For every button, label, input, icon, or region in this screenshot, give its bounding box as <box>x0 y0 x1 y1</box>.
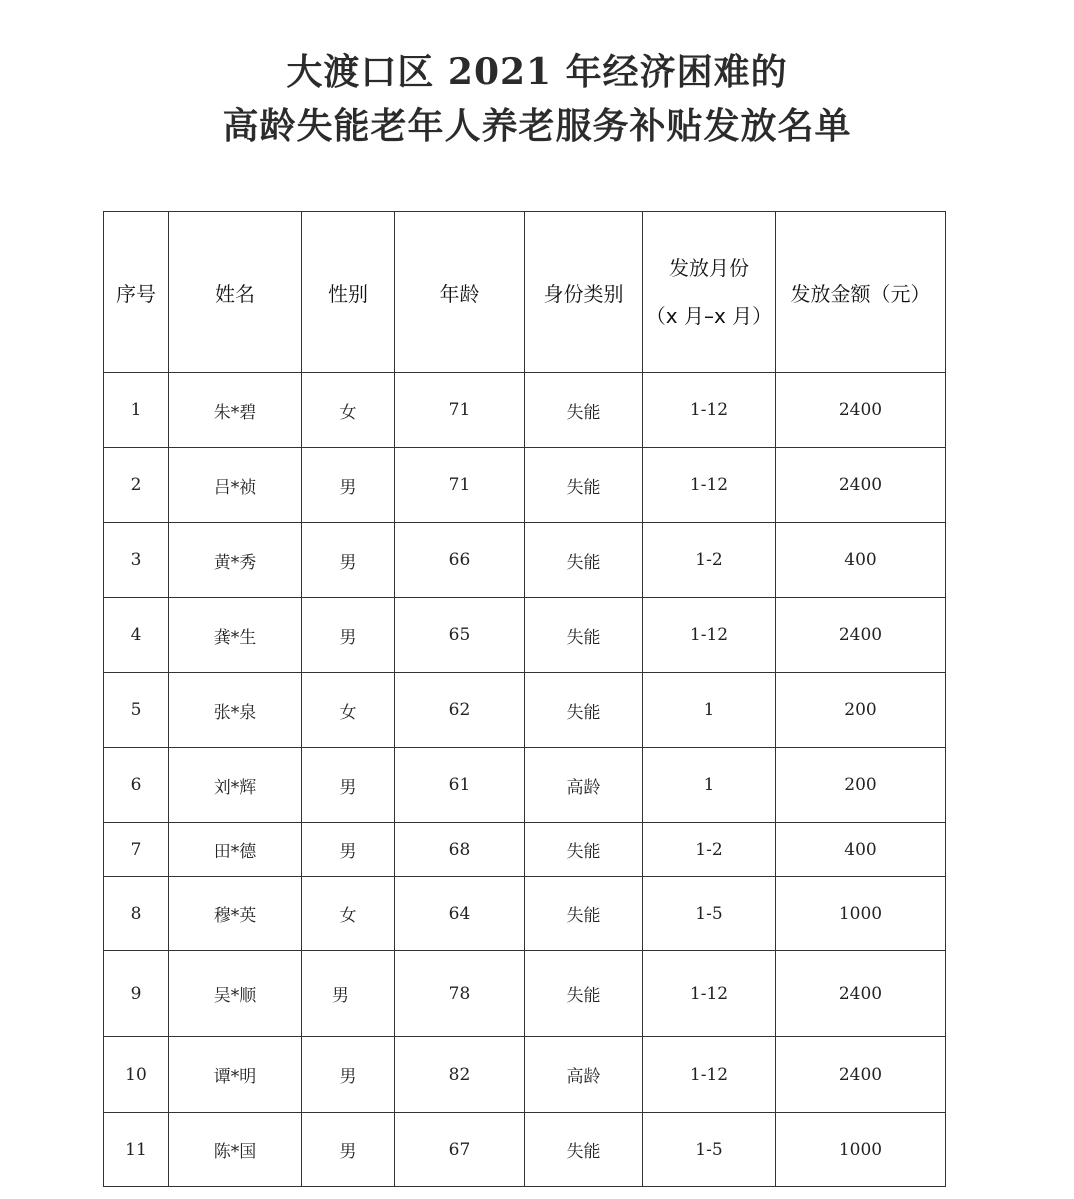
cell-index: 7 <box>104 823 169 877</box>
table-row <box>104 951 946 1037</box>
cell-name: 张*泉 <box>169 673 302 748</box>
cell-age: 64 <box>395 877 525 951</box>
header-months <box>643 212 776 373</box>
cell-gender: 男 <box>302 951 395 1037</box>
cell-index: 8 <box>104 877 169 951</box>
cell-months: 1-5 <box>643 1113 776 1187</box>
cell-name: 谭*明 <box>169 1037 302 1113</box>
cell-gender: 男 <box>302 523 395 598</box>
cell-amount: 400 <box>776 523 946 598</box>
cell-index: 2 <box>104 448 169 523</box>
table-header-row <box>104 212 946 373</box>
cell-category: 高龄 <box>525 1037 643 1113</box>
header-amount: 发放金额（元） <box>776 212 946 373</box>
header-name: 姓名 <box>169 212 302 373</box>
cell-age: 82 <box>395 1037 525 1113</box>
cell-age: 71 <box>395 373 525 448</box>
cell-name: 朱*碧 <box>169 373 302 448</box>
cell-name: 穆*英 <box>169 877 302 951</box>
cell-name: 黄*秀 <box>169 523 302 598</box>
cell-name: 吴*顺 <box>169 951 302 1037</box>
cell-category: 失能 <box>525 1113 643 1187</box>
cell-months: 1-2 <box>643 823 776 877</box>
table-row <box>104 523 946 598</box>
table-row <box>104 823 946 877</box>
cell-gender: 男 <box>302 1113 395 1187</box>
table-row <box>104 1113 946 1187</box>
cell-gender: 男 <box>302 598 395 673</box>
header-category: 身份类别 <box>525 212 643 373</box>
cell-months: 1-5 <box>643 877 776 951</box>
cell-months: 1-12 <box>643 951 776 1037</box>
cell-age: 67 <box>395 1113 525 1187</box>
table-row <box>104 673 946 748</box>
header-gender: 性别 <box>302 212 395 373</box>
cell-months: 1-12 <box>643 448 776 523</box>
header-months-line-2: （x 月–x 月） <box>645 304 773 328</box>
cell-amount: 2400 <box>776 951 946 1037</box>
document-title-line-2: 高龄失能老年人养老服务补贴发放名单 <box>222 105 852 147</box>
cell-amount: 400 <box>776 823 946 877</box>
cell-months: 1-12 <box>643 598 776 673</box>
cell-age: 68 <box>395 823 525 877</box>
cell-amount: 200 <box>776 673 946 748</box>
table-row <box>104 1037 946 1113</box>
cell-amount: 1000 <box>776 877 946 951</box>
cell-amount: 2400 <box>776 1037 946 1113</box>
subsidy-table <box>103 211 946 1187</box>
table-row <box>104 877 946 951</box>
cell-age: 62 <box>395 673 525 748</box>
cell-gender: 男 <box>302 823 395 877</box>
header-age: 年龄 <box>395 212 525 373</box>
cell-gender: 男 <box>302 448 395 523</box>
cell-months: 1-12 <box>643 1037 776 1113</box>
cell-amount: 200 <box>776 748 946 823</box>
cell-category: 失能 <box>525 373 643 448</box>
cell-months: 1-2 <box>643 523 776 598</box>
cell-category: 失能 <box>525 951 643 1037</box>
cell-gender: 男 <box>302 1037 395 1113</box>
cell-months: 1 <box>643 673 776 748</box>
cell-name: 刘*辉 <box>169 748 302 823</box>
cell-amount: 1000 <box>776 1113 946 1187</box>
cell-category: 失能 <box>525 523 643 598</box>
cell-category: 高龄 <box>525 748 643 823</box>
cell-index: 4 <box>104 598 169 673</box>
cell-age: 61 <box>395 748 525 823</box>
cell-gender: 男 <box>302 748 395 823</box>
cell-index: 5 <box>104 673 169 748</box>
cell-name: 田*德 <box>169 823 302 877</box>
cell-age: 71 <box>395 448 525 523</box>
cell-category: 失能 <box>525 877 643 951</box>
cell-category: 失能 <box>525 673 643 748</box>
cell-gender: 女 <box>302 373 395 448</box>
cell-months: 1 <box>643 748 776 823</box>
cell-name: 龚*生 <box>169 598 302 673</box>
cell-index: 9 <box>104 951 169 1037</box>
header-index: 序号 <box>104 212 169 373</box>
table-row <box>104 448 946 523</box>
cell-index: 6 <box>104 748 169 823</box>
cell-age: 78 <box>395 951 525 1037</box>
cell-gender: 女 <box>302 877 395 951</box>
table-row <box>104 748 946 823</box>
cell-index: 1 <box>104 373 169 448</box>
table-row <box>104 598 946 673</box>
cell-category: 失能 <box>525 823 643 877</box>
cell-index: 11 <box>104 1113 169 1187</box>
cell-name: 吕*祯 <box>169 448 302 523</box>
cell-amount: 2400 <box>776 598 946 673</box>
cell-age: 65 <box>395 598 525 673</box>
cell-category: 失能 <box>525 598 643 673</box>
cell-months: 1-12 <box>643 373 776 448</box>
cell-amount: 2400 <box>776 373 946 448</box>
document-title-line-1: 大渡口区 2021 年经济困难的 <box>286 51 788 93</box>
cell-age: 66 <box>395 523 525 598</box>
cell-name: 陈*国 <box>169 1113 302 1187</box>
cell-index: 10 <box>104 1037 169 1113</box>
cell-gender: 女 <box>302 673 395 748</box>
header-months-line-1: 发放月份 <box>669 256 749 280</box>
cell-index: 3 <box>104 523 169 598</box>
cell-category: 失能 <box>525 448 643 523</box>
table-row <box>104 373 946 448</box>
cell-amount: 2400 <box>776 448 946 523</box>
